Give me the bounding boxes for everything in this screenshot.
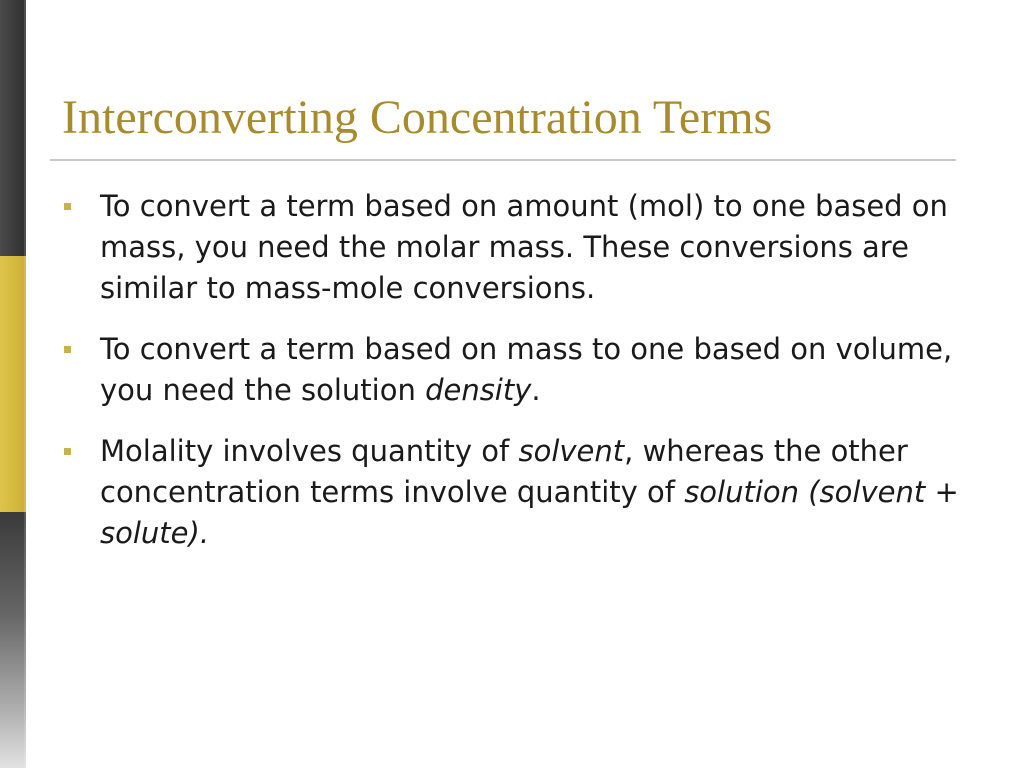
bullet-item-molar-mass — [62, 186, 962, 309]
side-bar-gradient-segment — [0, 512, 26, 768]
square-bullet-icon — [64, 346, 71, 353]
bullet-text-end: . — [531, 373, 541, 407]
bullet-item-density — [62, 329, 962, 411]
bullet-emphasis-solution: solution (solvent + solute). — [100, 475, 959, 550]
slide-title: Interconverting Concentration Terms — [62, 91, 773, 144]
side-bar-gold-segment — [0, 256, 26, 512]
side-bar-edge — [24, 0, 26, 768]
bullet-list — [62, 186, 962, 574]
bullet-text-middle: , whereas the other concentration terms involve quantity of — [100, 434, 908, 509]
square-bullet-icon — [64, 203, 71, 210]
side-bar-dark-segment — [0, 0, 26, 256]
square-bullet-icon — [64, 448, 71, 455]
bullet-text: Molality involves quantity of — [100, 434, 519, 468]
bullet-emphasis-solvent: solvent — [518, 434, 625, 468]
bullet-emphasis-density: density — [425, 373, 532, 407]
title-divider — [50, 159, 956, 161]
bullet-text: To convert a term based on mass to one based on volume, you need the solution — [100, 332, 953, 407]
bullet-item-molality — [62, 431, 962, 554]
decorative-side-bar — [0, 0, 26, 768]
bullet-text: To convert a term based on amount (mol) to one based on mass, you need the molar mass. These conversions are similar to mass-mole conversions. — [100, 189, 948, 305]
